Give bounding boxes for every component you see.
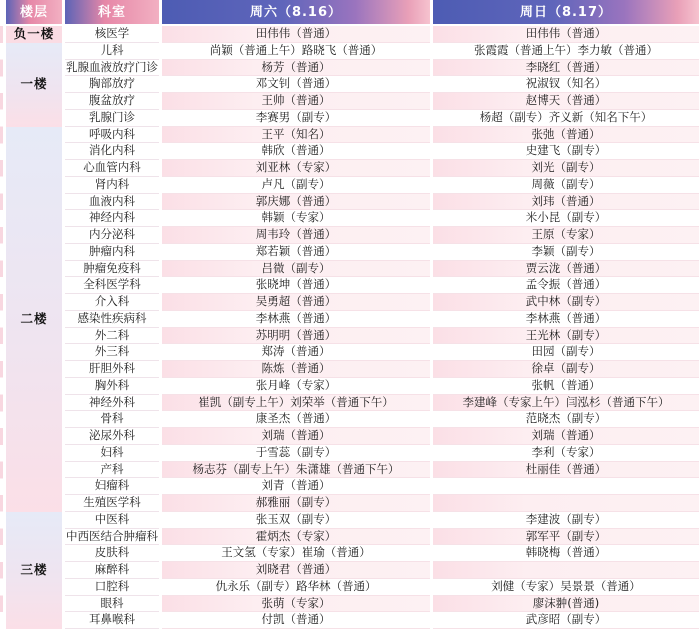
sunday-cell: 武中林（副专） — [433, 294, 699, 311]
department-cell: 儿科 — [65, 43, 159, 60]
saturday-cell: 刘瑞（普通） — [162, 428, 430, 445]
sunday-cell: 刘瑞（普通） — [433, 428, 699, 445]
saturday-cell: 田伟伟（普通） — [162, 26, 430, 43]
department-cell: 妇科 — [65, 445, 159, 462]
header-sunday: 周日（8.17） — [433, 0, 699, 24]
department-cell: 核医学 — [65, 26, 159, 43]
sunday-cell — [433, 478, 699, 495]
department-cell: 肿瘤免疫科 — [65, 261, 159, 278]
sunday-cell: 徐卓（副专） — [433, 361, 699, 378]
sunday-cell: 杜丽佳（普通） — [433, 462, 699, 479]
saturday-cell: 康圣杰（普通） — [162, 411, 430, 428]
saturday-cell: 邓文钊（普通） — [162, 76, 430, 93]
department-cell: 感染性疾病科 — [65, 311, 159, 328]
saturday-cell: 韩欣（普通） — [162, 143, 430, 160]
sunday-cell: 孟令振（普通） — [433, 277, 699, 294]
saturday-cell: 卢凡（副专） — [162, 177, 430, 194]
department-cell: 耳鼻喉科 — [65, 612, 159, 629]
sunday-cell: 贾云泷（普通） — [433, 261, 699, 278]
saturday-cell: 张萌（专家） — [162, 596, 430, 613]
department-cell: 妇瘤科 — [65, 478, 159, 495]
department-cell: 胸部放疗 — [65, 76, 159, 93]
sunday-cell: 韩晓梅（普通） — [433, 545, 699, 562]
saturday-cell: 韩颖（专家） — [162, 210, 430, 227]
department-cell: 中西医结合肿瘤科 — [65, 529, 159, 546]
saturday-cell: 李赛男（副专） — [162, 110, 430, 127]
saturday-cell: 仇永乐（副专）路华林（普通） — [162, 579, 430, 596]
sunday-cell: 史建飞（副专） — [433, 143, 699, 160]
saturday-cell: 刘亚林（专家） — [162, 160, 430, 177]
saturday-cell: 张月峰（专家） — [162, 378, 430, 395]
sunday-cell: 张霞霞（普通上午）李力敏（普通） — [433, 43, 699, 60]
sunday-cell: 张帆（普通） — [433, 378, 699, 395]
department-cell: 骨科 — [65, 411, 159, 428]
floor-cell: 一楼 — [6, 43, 62, 127]
department-cell: 消化内科 — [65, 143, 159, 160]
department-cell: 乳腺血液放疗门诊 — [65, 60, 159, 77]
saturday-cell: 霍炳杰（专家） — [162, 529, 430, 546]
floor-cell: 三楼 — [6, 512, 62, 629]
sunday-cell: 王光林（副专） — [433, 328, 699, 345]
department-cell: 肝胆外科 — [65, 361, 159, 378]
saturday-cell: 苏明明（普通） — [162, 328, 430, 345]
department-cell: 产科 — [65, 462, 159, 479]
sunday-cell: 米小昆（副专） — [433, 210, 699, 227]
saturday-cell: 郑涛（普通） — [162, 344, 430, 361]
sunday-cell: 祝淑钗（知名） — [433, 76, 699, 93]
saturday-cell: 杨志芬（副专上午）朱潇雄（普通下午） — [162, 462, 430, 479]
sunday-cell: 范晓杰（副专） — [433, 411, 699, 428]
sunday-cell: 周薇（副专） — [433, 177, 699, 194]
sunday-cell: 刘玮（普通） — [433, 194, 699, 211]
department-cell: 外二科 — [65, 328, 159, 345]
saturday-cell: 郝雅丽（副专） — [162, 495, 430, 512]
left-edge-strip-header — [0, 0, 3, 24]
saturday-cell: 王帅（普通） — [162, 93, 430, 110]
saturday-cell: 杨芳（普通） — [162, 60, 430, 77]
saturday-cell: 刘晓君（普通） — [162, 562, 430, 579]
saturday-cell: 李林燕（普通） — [162, 311, 430, 328]
saturday-cell: 郑若颖（普通） — [162, 244, 430, 261]
department-cell: 胸外科 — [65, 378, 159, 395]
sunday-cell — [433, 495, 699, 512]
department-cell: 泌尿外科 — [65, 428, 159, 445]
department-cell: 神经外科 — [65, 395, 159, 412]
sunday-cell: 赵博天（普通） — [433, 93, 699, 110]
sunday-cell: 刘健（专家）吴景景（普通） — [433, 579, 699, 596]
saturday-cell: 尚颖（普通上午）路晓飞（普通） — [162, 43, 430, 60]
saturday-cell: 王文氢（专家）崔瑜（普通） — [162, 545, 430, 562]
sunday-cell: 王原（专家） — [433, 227, 699, 244]
sunday-cell: 田园（副专） — [433, 344, 699, 361]
department-cell: 肾内科 — [65, 177, 159, 194]
department-cell: 心血管内科 — [65, 160, 159, 177]
department-cell: 肿瘤内科 — [65, 244, 159, 261]
department-cell: 麻醉科 — [65, 562, 159, 579]
department-cell: 生殖医学科 — [65, 495, 159, 512]
sunday-cell: 廖沫翀(普通) — [433, 596, 699, 613]
saturday-cell: 付凯（普通） — [162, 612, 430, 629]
header-department: 科室 — [65, 0, 159, 24]
sunday-cell: 李林燕（普通） — [433, 311, 699, 328]
department-cell: 血液内科 — [65, 194, 159, 211]
saturday-cell: 刘青（普通） — [162, 478, 430, 495]
sunday-cell: 田伟伟（普通） — [433, 26, 699, 43]
saturday-cell: 陈炼（普通） — [162, 361, 430, 378]
saturday-cell: 周韦玲（普通） — [162, 227, 430, 244]
sunday-cell: 杨超（副专）齐义新（知名下午） — [433, 110, 699, 127]
sunday-cell: 李颖（副专） — [433, 244, 699, 261]
department-cell: 腹盆放疗 — [65, 93, 159, 110]
department-cell: 外三科 — [65, 344, 159, 361]
sunday-cell: 郭军平（副专） — [433, 529, 699, 546]
sunday-cell: 李建波（副专） — [433, 512, 699, 529]
sunday-cell: 武彦昭（副专） — [433, 612, 699, 629]
sunday-cell: 张弛（普通） — [433, 127, 699, 144]
saturday-cell: 于雪蕊（副专） — [162, 445, 430, 462]
department-cell: 全科医学科 — [65, 277, 159, 294]
department-cell: 皮肤科 — [65, 545, 159, 562]
sunday-cell: 李建峰（专家上午）闫泓杉（普通下午） — [433, 395, 699, 412]
floor-cell: 负一楼 — [6, 26, 62, 43]
saturday-cell: 张晓坤（普通） — [162, 277, 430, 294]
saturday-cell: 崔凯（副专上午）刘荣举（普通下午） — [162, 395, 430, 412]
department-cell: 介入科 — [65, 294, 159, 311]
department-cell: 乳腺门诊 — [65, 110, 159, 127]
saturday-cell: 吴勇超（普通） — [162, 294, 430, 311]
sunday-cell: 李利（专家） — [433, 445, 699, 462]
floor-cell: 二楼 — [6, 127, 62, 512]
department-cell: 呼吸内科 — [65, 127, 159, 144]
saturday-cell: 王平（知名） — [162, 127, 430, 144]
department-cell: 眼科 — [65, 596, 159, 613]
sunday-cell: 刘光（副专） — [433, 160, 699, 177]
left-edge-strip — [0, 26, 3, 629]
saturday-cell: 郭庆娜（普通） — [162, 194, 430, 211]
sunday-cell: 李晓红（普通） — [433, 60, 699, 77]
department-cell: 神经内科 — [65, 210, 159, 227]
department-cell: 中医科 — [65, 512, 159, 529]
header-floor: 楼层 — [6, 0, 62, 24]
header-saturday: 周六（8.16） — [162, 0, 430, 24]
saturday-cell: 张玉双（副专） — [162, 512, 430, 529]
sunday-cell — [433, 562, 699, 579]
department-cell: 内分泌科 — [65, 227, 159, 244]
saturday-cell: 吕微（副专） — [162, 261, 430, 278]
department-cell: 口腔科 — [65, 579, 159, 596]
